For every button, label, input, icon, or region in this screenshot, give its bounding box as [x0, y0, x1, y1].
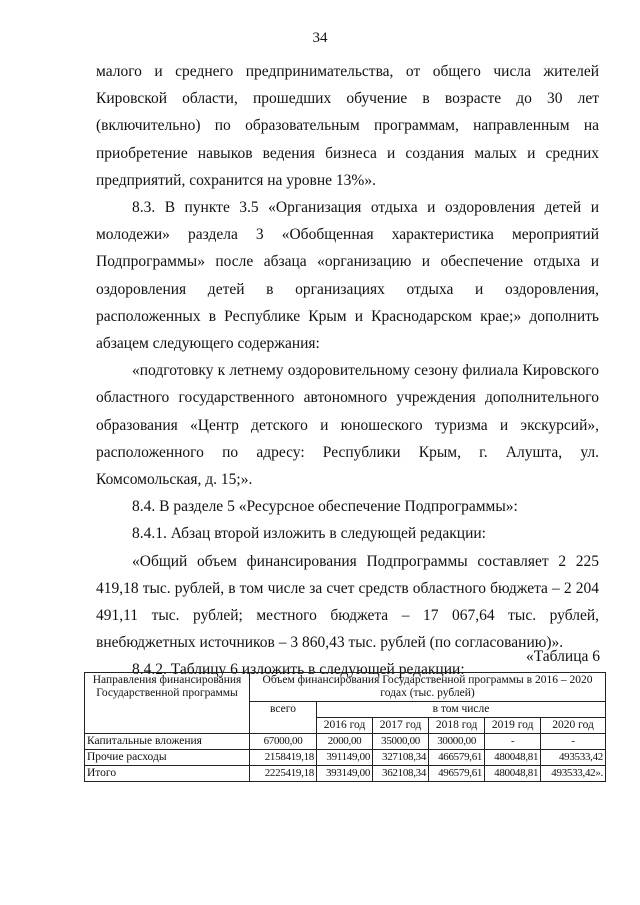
row-value: -: [485, 734, 541, 750]
row-value: 30000,00: [429, 734, 485, 750]
row-total: 67000,00: [250, 734, 317, 750]
financing-table: [84, 672, 606, 782]
paragraph-financing-total: «Общий объем финансирования Подпрограммы составляет 2 225 419,18 тыс. рублей, в том числе за счет средств областного бюджета – 2 204 491,11 тыс. рублей; местного бюджета – 17 067,64 тыс. рублей, внебюджетных источников – 3 860,43 тыс. рублей (по согласованию)».: [96, 552, 599, 652]
paragraph-8-3: 8.3. В пункте 3.5 «Организация отдыха и оздоровления детей и молодежи» раздела 3 «Обобщенная характеристика мероприятий Подпрограммы» после абзаца «организацию и обеспечение отдыха и оздоровления детей в организациях отдыха и оздоровления, расположенных в Республике Крым и Краснодарском крае;» дополнить абзацем следующего содержания:: [96, 199, 599, 353]
table-head-year: 2020 год: [541, 718, 606, 734]
paragraph-continuation: малого и среднего предпринимательства, от общего числа жителей Кировской области, прошедших обучение в возрасте до 30 лет (включительно) по образовательным программам, направленным на приобретение навыков ведения бизнеса и создания малых и средних предприятий, сохранится на уровне 13%».: [96, 63, 599, 189]
row-value: 480048,81: [485, 750, 541, 766]
table-head-volume: Объем финансирования Государственной программы в 2016 – 2020 годах (тыс. рублей): [250, 673, 606, 702]
table-head-year: 2016 год: [317, 718, 373, 734]
table-caption: «Таблица 6: [525, 648, 600, 665]
row-value: 466579,61: [429, 750, 485, 766]
table-head-including: в том числе: [317, 702, 606, 718]
table-head-year: 2017 год: [373, 718, 429, 734]
table-head-year: 2019 год: [485, 718, 541, 734]
row-value: 493533,42: [541, 750, 606, 766]
paragraph-8-4-1: 8.4.1. Абзац второй изложить в следующей редакции:: [132, 525, 486, 543]
row-label: Итого: [85, 766, 250, 782]
table-head-year: 2018 год: [429, 718, 485, 734]
row-value: -: [541, 734, 606, 750]
document-body: [96, 58, 599, 684]
row-value: 391149,00: [317, 750, 373, 766]
row-value: 480048,81: [485, 766, 541, 782]
row-value: 35000,00: [373, 734, 429, 750]
table-head-total: всего: [250, 702, 317, 734]
row-value: 362108,34: [373, 766, 429, 782]
row-total: 2225419,18: [250, 766, 317, 782]
paragraph-quote-preparation: «подготовку к летнему оздоровительному сезону филиала Кировского областного государственного автономного учреждения дополнительного образования «Центр детского и юношеского туризма и экскурсий», расположенного по адресу: Республики Крым, г. Алушта, ул. Комсомольская, д. 15;».: [96, 362, 599, 489]
row-total: 2158419,18: [250, 750, 317, 766]
paragraph-8-4: 8.4. В разделе 5 «Ресурсное обеспечение Подпрограммы»:: [132, 498, 518, 516]
page-number: 34: [312, 30, 328, 46]
row-label: Капитальные вложения: [85, 734, 250, 750]
table-row: [85, 766, 606, 782]
row-value: 327108,34: [373, 750, 429, 766]
table-row: [85, 750, 606, 766]
paragraph-8-4-2: 8.4.2. Таблицу 6 изложить в следующей редакции:: [132, 661, 465, 679]
table-head-direction: Направления финансирования Государственной программы: [85, 673, 250, 734]
row-value: 493533,42».: [541, 766, 606, 782]
row-value: 393149,00: [317, 766, 373, 782]
row-value: 2000,00: [317, 734, 373, 750]
row-label: Прочие расходы: [85, 750, 250, 766]
table-row: [85, 734, 606, 750]
row-value: 496579,61: [429, 766, 485, 782]
